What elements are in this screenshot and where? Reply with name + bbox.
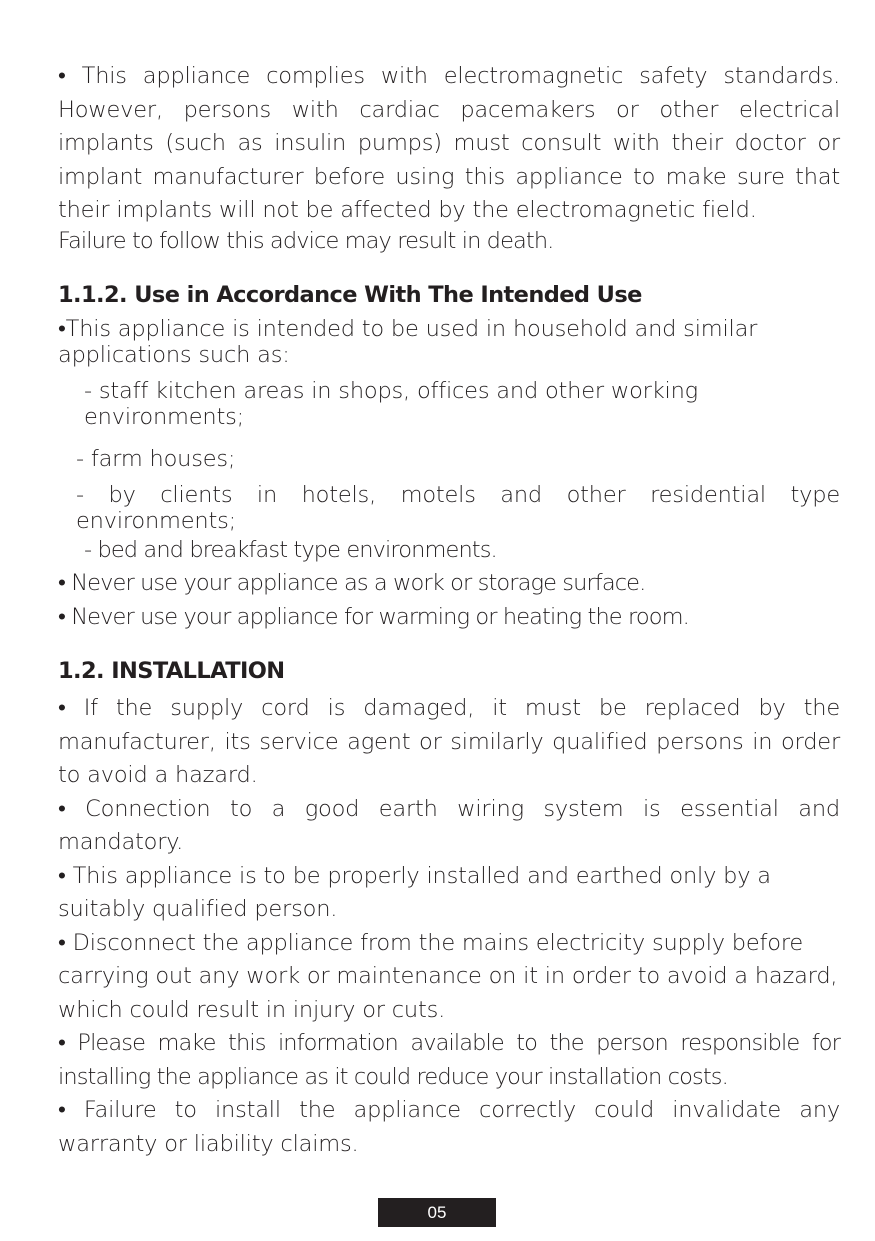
never-heating-warning: • Never use your appliance for warming or heating the room. (58, 603, 689, 630)
list-item: - farm houses; (76, 445, 236, 472)
list-item: - bed and breakfast type environments. (84, 536, 497, 563)
section-title-installation: 1.2. INSTALLATION (58, 658, 285, 684)
section-title-intended-use: 1.1.2. Use in Accordance With The Intended Use (58, 281, 642, 308)
installation-item: • This appliance is to be properly installed and earthed only by a suitably qualified person. (58, 862, 771, 922)
intended-use-text: •This appliance is intended to be used in household and similar applications such as: (58, 315, 758, 368)
installation-item: • Disconnect the appliance from the mains electricity supply before carrying out any work or maintenance on it in order to avoid a hazard, which could result in injury or cuts. (58, 929, 838, 1023)
installation-item: • Connection to a good earth wiring system is essential and mandatory. (58, 795, 840, 855)
list-item: - staff kitchen areas in shops, offices and other working environments; (84, 377, 698, 430)
installation-item: • Failure to install the appliance correctly could invalidate any warranty or liability claims. (58, 1097, 840, 1157)
manual-page (58, 60, 840, 1161)
list-item: - by clients in hotels, motels and other residential type environments; (76, 481, 840, 534)
death-warning: Failure to follow this advice may result in death. (58, 227, 554, 254)
installation-item: • Please make this information available to the person responsible for installing the appliance as it could reduce your installation costs. (58, 1030, 840, 1090)
installation-item: • If the supply cord is damaged, it must be replaced by the manufacturer, its service agent or similarly qualified persons in order to avoid a hazard. (58, 695, 840, 788)
pacemaker-warning: • This appliance complies with electromagnetic safety standards. However, persons with cardiac pacemakers or other electrical implants (such as insulin pumps) must consult with their doctor or implant manufacturer before using this appliance to make sure that their implants will not be affected by the electromagnetic field. (58, 63, 840, 223)
page-number: 05 (378, 1198, 496, 1227)
never-storage-warning: • Never use your appliance as a work or storage surface. (58, 570, 646, 596)
